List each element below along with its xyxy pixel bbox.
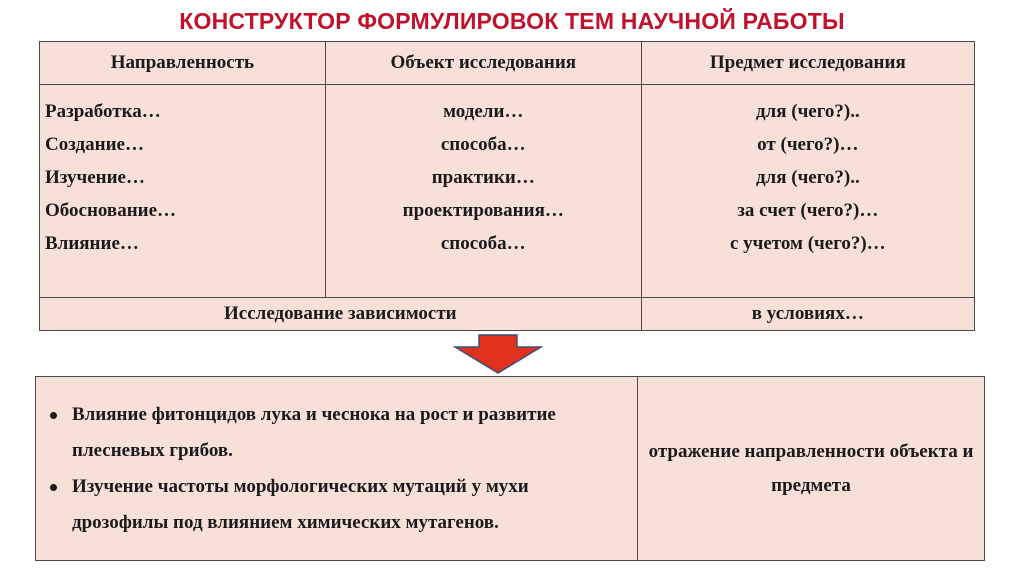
direction-item: Влияние… [45,233,139,254]
bullet-icon [50,412,57,419]
subject-item: за счет (чего?)… [737,200,879,221]
object-item: проектирования… [402,200,564,221]
direction-item: Создание… [45,134,144,155]
subject-cell [641,85,974,298]
object-item: способа… [440,233,526,254]
body-row [40,85,975,298]
subject-item: с учетом (чего?)… [729,233,886,254]
subject-item: от (чего?)… [757,134,859,155]
footer-dependency: Исследование зависимости [40,298,642,331]
footer-conditions: в условиях… [641,298,974,331]
subject-item: для (чего?).. [755,167,860,188]
header-row [40,42,975,85]
object-item: практики… [431,167,535,188]
example-item [44,397,629,469]
header-subject: Предмет исследования [641,42,974,85]
example-text: Изучение частоты морфологических мутаций у мухи дрозофилы под влиянием химических мутагенов. [72,475,529,533]
page-title: КОНСТРУКТОР ФОРМУЛИРОВОК ТЕМ НАУЧНОЙ РАБОТЫ [179,8,845,34]
header-object: Объект исследования [325,42,641,85]
direction-item: Изучение… [45,167,145,188]
example-item [44,469,629,541]
down-arrow-icon [453,334,543,374]
direction-item: Обоснование… [45,200,177,221]
note-cell: отражение направленности объекта и предмета [638,377,985,561]
direction-item: Разработка… [45,101,161,122]
object-item: модели… [443,101,524,122]
header-direction: Направленность [40,42,326,85]
examples-row [36,377,985,561]
footer-row [40,298,975,331]
constructor-table [39,41,975,331]
direction-cell [40,85,326,298]
subject-item: для (чего?).. [755,101,860,122]
object-cell [325,85,641,298]
examples-table [35,376,985,561]
bullet-icon [50,484,57,491]
examples-cell [36,377,638,561]
example-text: Влияние фитонцидов лука и чеснока на рост и развитие плесневых грибов. [72,403,556,461]
object-item: способа… [440,134,526,155]
